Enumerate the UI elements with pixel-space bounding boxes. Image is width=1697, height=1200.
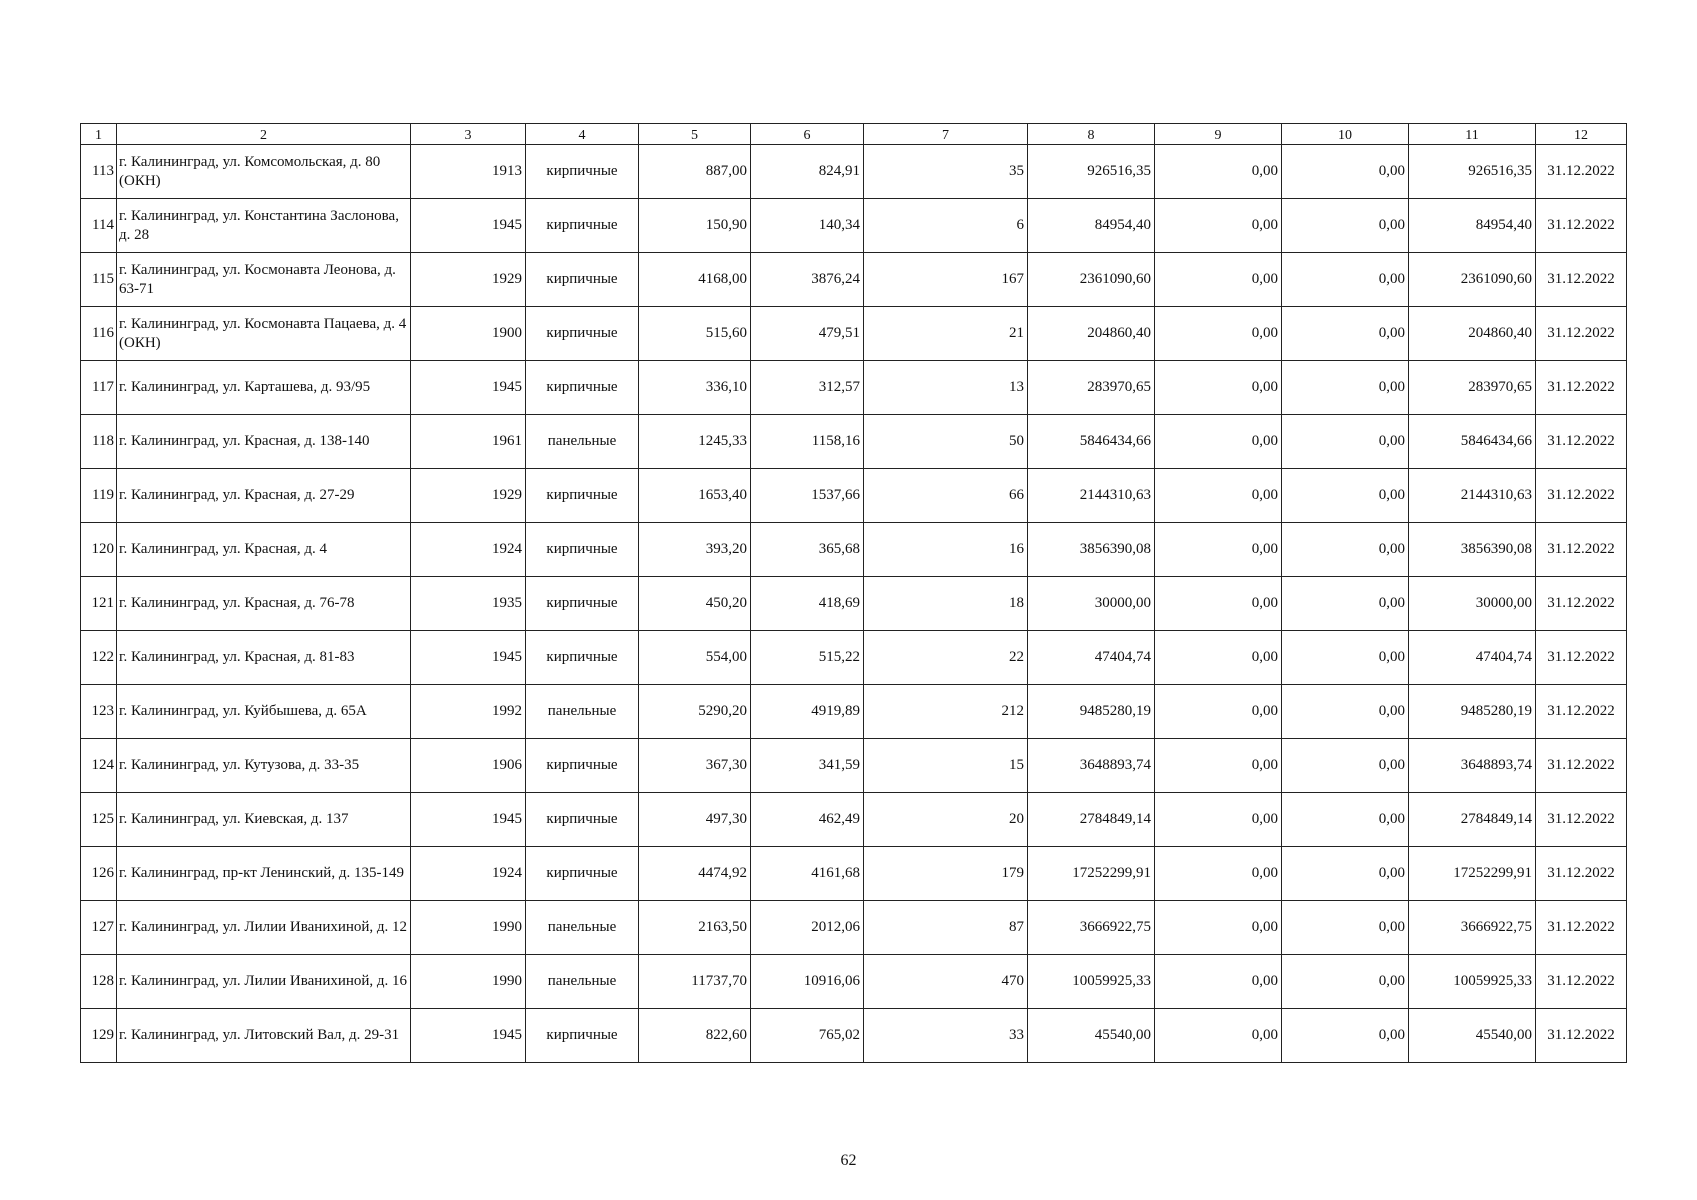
residents-cell: 87: [864, 901, 1028, 955]
year-built-cell: 1913: [411, 145, 526, 199]
area-living-cell: 1537,66: [751, 469, 864, 523]
row-number-cell: 122: [81, 631, 117, 685]
address-cell: г. Калининград, ул. Карташева, д. 93/95: [117, 361, 411, 415]
funds-local-cell: 926516,35: [1409, 145, 1536, 199]
area-total-cell: 11737,70: [639, 955, 751, 1009]
residents-cell: 20: [864, 793, 1028, 847]
funds-regional-cell: 0,00: [1282, 307, 1409, 361]
row-number-cell: 118: [81, 415, 117, 469]
table-row: [81, 415, 1627, 469]
wall-material-cell: панельные: [526, 901, 639, 955]
funds-local-cell: 10059925,33: [1409, 955, 1536, 1009]
address-cell: г. Калининград, ул. Куйбышева, д. 65А: [117, 685, 411, 739]
cost-total-cell: 45540,00: [1028, 1009, 1155, 1063]
address-cell: г. Калининград, ул. Константина Заслонова, д. 28: [117, 199, 411, 253]
residents-cell: 13: [864, 361, 1028, 415]
funds-federal-cell: 0,00: [1155, 847, 1282, 901]
year-built-cell: 1906: [411, 739, 526, 793]
funds-federal-cell: 0,00: [1155, 361, 1282, 415]
area-total-cell: 497,30: [639, 793, 751, 847]
funds-federal-cell: 0,00: [1155, 631, 1282, 685]
residents-cell: 470: [864, 955, 1028, 1009]
year-built-cell: 1990: [411, 955, 526, 1009]
area-total-cell: 367,30: [639, 739, 751, 793]
funds-federal-cell: 0,00: [1155, 685, 1282, 739]
area-living-cell: 341,59: [751, 739, 864, 793]
deadline-date-cell: 31.12.2022: [1536, 685, 1627, 739]
area-living-cell: 479,51: [751, 307, 864, 361]
row-number-cell: 129: [81, 1009, 117, 1063]
funds-local-cell: 9485280,19: [1409, 685, 1536, 739]
funds-regional-cell: 0,00: [1282, 955, 1409, 1009]
residents-cell: 21: [864, 307, 1028, 361]
cost-total-cell: 2144310,63: [1028, 469, 1155, 523]
wall-material-cell: кирпичные: [526, 523, 639, 577]
funds-local-cell: 3856390,08: [1409, 523, 1536, 577]
column-header: 1: [81, 124, 117, 145]
table-row: [81, 739, 1627, 793]
funds-federal-cell: 0,00: [1155, 739, 1282, 793]
row-number-cell: 114: [81, 199, 117, 253]
funds-regional-cell: 0,00: [1282, 901, 1409, 955]
residents-cell: 15: [864, 739, 1028, 793]
funds-federal-cell: 0,00: [1155, 253, 1282, 307]
column-header: 2: [117, 124, 411, 145]
area-total-cell: 2163,50: [639, 901, 751, 955]
row-number-cell: 123: [81, 685, 117, 739]
funds-regional-cell: 0,00: [1282, 199, 1409, 253]
deadline-date-cell: 31.12.2022: [1536, 199, 1627, 253]
row-number-cell: 113: [81, 145, 117, 199]
address-cell: г. Калининград, ул. Красная, д. 27-29: [117, 469, 411, 523]
residents-cell: 212: [864, 685, 1028, 739]
year-built-cell: 1929: [411, 469, 526, 523]
funds-regional-cell: 0,00: [1282, 469, 1409, 523]
address-cell: г. Калининград, ул. Лилии Иванихиной, д. 16: [117, 955, 411, 1009]
cost-total-cell: 17252299,91: [1028, 847, 1155, 901]
column-header: 4: [526, 124, 639, 145]
funds-regional-cell: 0,00: [1282, 739, 1409, 793]
deadline-date-cell: 31.12.2022: [1536, 145, 1627, 199]
funds-federal-cell: 0,00: [1155, 145, 1282, 199]
funds-local-cell: 283970,65: [1409, 361, 1536, 415]
wall-material-cell: кирпичные: [526, 307, 639, 361]
area-total-cell: 1245,33: [639, 415, 751, 469]
funds-local-cell: 3666922,75: [1409, 901, 1536, 955]
funds-federal-cell: 0,00: [1155, 793, 1282, 847]
address-cell: г. Калининград, ул. Лилии Иванихиной, д. 12: [117, 901, 411, 955]
row-number-cell: 116: [81, 307, 117, 361]
deadline-date-cell: 31.12.2022: [1536, 739, 1627, 793]
area-total-cell: 4474,92: [639, 847, 751, 901]
funds-regional-cell: 0,00: [1282, 361, 1409, 415]
address-cell: г. Калининград, ул. Космонавта Леонова, д. 63-71: [117, 253, 411, 307]
row-number-cell: 127: [81, 901, 117, 955]
table-row: [81, 847, 1627, 901]
area-total-cell: 393,20: [639, 523, 751, 577]
funds-local-cell: 17252299,91: [1409, 847, 1536, 901]
residents-cell: 6: [864, 199, 1028, 253]
cost-total-cell: 926516,35: [1028, 145, 1155, 199]
area-total-cell: 1653,40: [639, 469, 751, 523]
address-cell: г. Калининград, ул. Киевская, д. 137: [117, 793, 411, 847]
area-living-cell: 365,68: [751, 523, 864, 577]
funds-regional-cell: 0,00: [1282, 631, 1409, 685]
year-built-cell: 1990: [411, 901, 526, 955]
year-built-cell: 1924: [411, 523, 526, 577]
row-number-cell: 128: [81, 955, 117, 1009]
funds-regional-cell: 0,00: [1282, 793, 1409, 847]
area-total-cell: 450,20: [639, 577, 751, 631]
funds-federal-cell: 0,00: [1155, 901, 1282, 955]
table-row: [81, 145, 1627, 199]
year-built-cell: 1945: [411, 361, 526, 415]
funds-local-cell: 47404,74: [1409, 631, 1536, 685]
wall-material-cell: панельные: [526, 415, 639, 469]
table-row: [81, 577, 1627, 631]
wall-material-cell: кирпичные: [526, 361, 639, 415]
address-cell: г. Калининград, ул. Красная, д. 138-140: [117, 415, 411, 469]
area-living-cell: 140,34: [751, 199, 864, 253]
wall-material-cell: кирпичные: [526, 631, 639, 685]
row-number-cell: 115: [81, 253, 117, 307]
wall-material-cell: кирпичные: [526, 1009, 639, 1063]
cost-total-cell: 204860,40: [1028, 307, 1155, 361]
area-total-cell: 5290,20: [639, 685, 751, 739]
area-living-cell: 4161,68: [751, 847, 864, 901]
area-living-cell: 3876,24: [751, 253, 864, 307]
address-cell: г. Калининград, ул. Кутузова, д. 33-35: [117, 739, 411, 793]
deadline-date-cell: 31.12.2022: [1536, 1009, 1627, 1063]
funds-local-cell: 84954,40: [1409, 199, 1536, 253]
residents-cell: 33: [864, 1009, 1028, 1063]
cost-total-cell: 3856390,08: [1028, 523, 1155, 577]
table-row: [81, 631, 1627, 685]
wall-material-cell: кирпичные: [526, 145, 639, 199]
address-cell: г. Калининград, пр-кт Ленинский, д. 135-149: [117, 847, 411, 901]
address-cell: г. Калининград, ул. Комсомольская, д. 80 (ОКН): [117, 145, 411, 199]
cost-total-cell: 9485280,19: [1028, 685, 1155, 739]
area-total-cell: 515,60: [639, 307, 751, 361]
funds-local-cell: 204860,40: [1409, 307, 1536, 361]
row-number-cell: 125: [81, 793, 117, 847]
funds-federal-cell: 0,00: [1155, 523, 1282, 577]
table-row: [81, 523, 1627, 577]
table-row: [81, 307, 1627, 361]
wall-material-cell: кирпичные: [526, 253, 639, 307]
cost-total-cell: 5846434,66: [1028, 415, 1155, 469]
funds-regional-cell: 0,00: [1282, 685, 1409, 739]
page-number: 62: [840, 1152, 857, 1169]
area-living-cell: 4919,89: [751, 685, 864, 739]
column-header: 12: [1536, 124, 1627, 145]
row-number-cell: 124: [81, 739, 117, 793]
cost-total-cell: 47404,74: [1028, 631, 1155, 685]
year-built-cell: 1924: [411, 847, 526, 901]
year-built-cell: 1935: [411, 577, 526, 631]
cost-total-cell: 84954,40: [1028, 199, 1155, 253]
row-number-cell: 121: [81, 577, 117, 631]
table-row: [81, 685, 1627, 739]
funds-federal-cell: 0,00: [1155, 1009, 1282, 1063]
column-header: 11: [1409, 124, 1536, 145]
row-number-cell: 117: [81, 361, 117, 415]
funds-regional-cell: 0,00: [1282, 523, 1409, 577]
column-header: 3: [411, 124, 526, 145]
table-row: [81, 1009, 1627, 1063]
deadline-date-cell: 31.12.2022: [1536, 793, 1627, 847]
table-row: [81, 901, 1627, 955]
address-cell: г. Калининград, ул. Красная, д. 76-78: [117, 577, 411, 631]
funds-local-cell: 30000,00: [1409, 577, 1536, 631]
address-cell: г. Калининград, ул. Красная, д. 81-83: [117, 631, 411, 685]
column-header: 9: [1155, 124, 1282, 145]
funds-federal-cell: 0,00: [1155, 469, 1282, 523]
area-living-cell: 2012,06: [751, 901, 864, 955]
cost-total-cell: 30000,00: [1028, 577, 1155, 631]
deadline-date-cell: 31.12.2022: [1536, 955, 1627, 1009]
address-cell: г. Калининград, ул. Красная, д. 4: [117, 523, 411, 577]
wall-material-cell: кирпичные: [526, 469, 639, 523]
table-row: [81, 253, 1627, 307]
year-built-cell: 1945: [411, 199, 526, 253]
registry-table: [80, 123, 1627, 1063]
year-built-cell: 1945: [411, 631, 526, 685]
cost-total-cell: 3666922,75: [1028, 901, 1155, 955]
area-total-cell: 822,60: [639, 1009, 751, 1063]
deadline-date-cell: 31.12.2022: [1536, 631, 1627, 685]
cost-total-cell: 10059925,33: [1028, 955, 1155, 1009]
funds-federal-cell: 0,00: [1155, 577, 1282, 631]
column-header: 8: [1028, 124, 1155, 145]
wall-material-cell: кирпичные: [526, 847, 639, 901]
funds-federal-cell: 0,00: [1155, 415, 1282, 469]
funds-local-cell: 3648893,74: [1409, 739, 1536, 793]
residents-cell: 16: [864, 523, 1028, 577]
funds-local-cell: 45540,00: [1409, 1009, 1536, 1063]
residents-cell: 18: [864, 577, 1028, 631]
area-living-cell: 418,69: [751, 577, 864, 631]
funds-regional-cell: 0,00: [1282, 577, 1409, 631]
funds-federal-cell: 0,00: [1155, 307, 1282, 361]
header-row: [81, 124, 1627, 145]
funds-local-cell: 2361090,60: [1409, 253, 1536, 307]
area-total-cell: 887,00: [639, 145, 751, 199]
address-cell: г. Калининград, ул. Космонавта Пацаева, д. 4 (ОКН): [117, 307, 411, 361]
deadline-date-cell: 31.12.2022: [1536, 415, 1627, 469]
area-living-cell: 515,22: [751, 631, 864, 685]
funds-federal-cell: 0,00: [1155, 199, 1282, 253]
deadline-date-cell: 31.12.2022: [1536, 253, 1627, 307]
column-header: 10: [1282, 124, 1409, 145]
funds-regional-cell: 0,00: [1282, 1009, 1409, 1063]
area-total-cell: 150,90: [639, 199, 751, 253]
deadline-date-cell: 31.12.2022: [1536, 523, 1627, 577]
column-header: 7: [864, 124, 1028, 145]
funds-local-cell: 2784849,14: [1409, 793, 1536, 847]
year-built-cell: 1961: [411, 415, 526, 469]
cost-total-cell: 2784849,14: [1028, 793, 1155, 847]
year-built-cell: 1945: [411, 1009, 526, 1063]
row-number-cell: 119: [81, 469, 117, 523]
row-number-cell: 126: [81, 847, 117, 901]
address-cell: г. Калининград, ул. Литовский Вал, д. 29-31: [117, 1009, 411, 1063]
funds-regional-cell: 0,00: [1282, 847, 1409, 901]
year-built-cell: 1945: [411, 793, 526, 847]
deadline-date-cell: 31.12.2022: [1536, 577, 1627, 631]
area-living-cell: 312,57: [751, 361, 864, 415]
row-number-cell: 120: [81, 523, 117, 577]
wall-material-cell: кирпичные: [526, 577, 639, 631]
area-living-cell: 10916,06: [751, 955, 864, 1009]
table-row: [81, 199, 1627, 253]
table-row: [81, 469, 1627, 523]
funds-federal-cell: 0,00: [1155, 955, 1282, 1009]
area-living-cell: 824,91: [751, 145, 864, 199]
funds-local-cell: 2144310,63: [1409, 469, 1536, 523]
area-total-cell: 4168,00: [639, 253, 751, 307]
table-row: [81, 955, 1627, 1009]
area-total-cell: 554,00: [639, 631, 751, 685]
wall-material-cell: кирпичные: [526, 793, 639, 847]
year-built-cell: 1992: [411, 685, 526, 739]
table-row: [81, 793, 1627, 847]
wall-material-cell: кирпичные: [526, 739, 639, 793]
funds-local-cell: 5846434,66: [1409, 415, 1536, 469]
funds-regional-cell: 0,00: [1282, 253, 1409, 307]
area-living-cell: 462,49: [751, 793, 864, 847]
funds-regional-cell: 0,00: [1282, 145, 1409, 199]
deadline-date-cell: 31.12.2022: [1536, 307, 1627, 361]
column-header: 6: [751, 124, 864, 145]
residents-cell: 50: [864, 415, 1028, 469]
year-built-cell: 1900: [411, 307, 526, 361]
residents-cell: 35: [864, 145, 1028, 199]
wall-material-cell: панельные: [526, 955, 639, 1009]
area-living-cell: 1158,16: [751, 415, 864, 469]
residents-cell: 167: [864, 253, 1028, 307]
area-living-cell: 765,02: [751, 1009, 864, 1063]
deadline-date-cell: 31.12.2022: [1536, 469, 1627, 523]
year-built-cell: 1929: [411, 253, 526, 307]
residents-cell: 179: [864, 847, 1028, 901]
deadline-date-cell: 31.12.2022: [1536, 901, 1627, 955]
table-row: [81, 361, 1627, 415]
wall-material-cell: кирпичные: [526, 199, 639, 253]
deadline-date-cell: 31.12.2022: [1536, 847, 1627, 901]
wall-material-cell: панельные: [526, 685, 639, 739]
area-total-cell: 336,10: [639, 361, 751, 415]
residents-cell: 66: [864, 469, 1028, 523]
funds-regional-cell: 0,00: [1282, 415, 1409, 469]
cost-total-cell: 2361090,60: [1028, 253, 1155, 307]
cost-total-cell: 3648893,74: [1028, 739, 1155, 793]
deadline-date-cell: 31.12.2022: [1536, 361, 1627, 415]
cost-total-cell: 283970,65: [1028, 361, 1155, 415]
residents-cell: 22: [864, 631, 1028, 685]
column-header: 5: [639, 124, 751, 145]
